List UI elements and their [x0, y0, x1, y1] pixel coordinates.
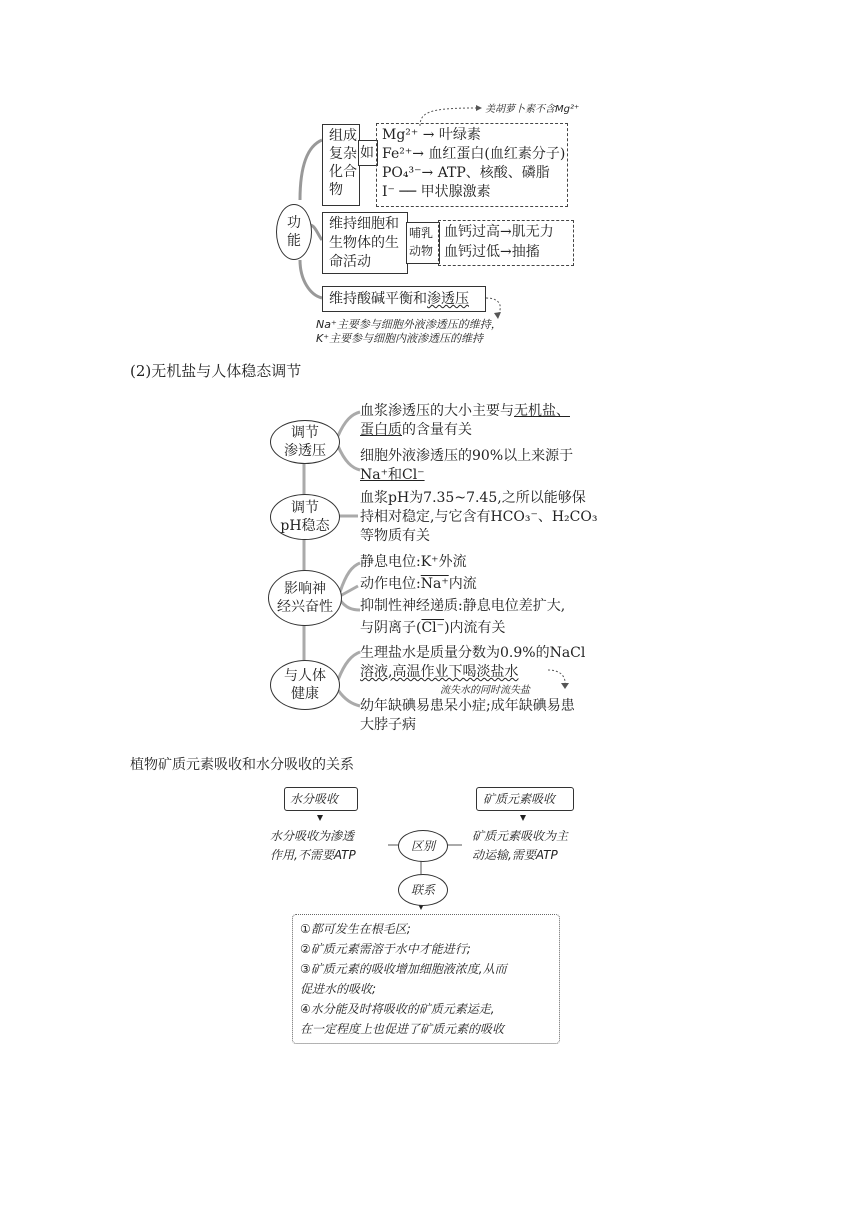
action-text-d: 内流	[448, 576, 477, 592]
plasma-text-d: 的含量有关	[402, 422, 472, 438]
calcium-low: 血钙过低→抽搐	[444, 244, 540, 260]
connection-oval	[398, 874, 448, 906]
water-desc-line1: 水分吸收为渗透	[270, 829, 355, 843]
function-oval-label: 功 能	[287, 215, 301, 249]
health-oval-label: 与人体 健康	[284, 668, 326, 702]
connection-item-2: ②矿质元素需溶于水中才能进行;	[300, 942, 471, 956]
po4-item: PO₄³⁻→ ATP、核酸、磷脂	[382, 165, 550, 181]
plasma-text-c: 蛋白质	[360, 422, 402, 438]
carotene-note: 美胡萝卜素不含Mg²⁺	[485, 104, 580, 115]
ecf-line2: Na⁺和Cl⁻	[360, 467, 425, 483]
i-item: I⁻ ── 甲状腺激素	[382, 184, 491, 200]
connection-item-3a: ③矿质元素的吸收增加细胞液浓度,从而	[300, 962, 507, 976]
water-desc-line2: 作用,不需要ATP	[270, 848, 356, 862]
ph-oval-label: 调节 pH稳态	[280, 500, 330, 534]
ph-line1: 血浆pH为7.35~7.45,之所以能够保	[360, 490, 586, 506]
neuro-oval-label: 影响神 经兴奋性	[277, 581, 333, 615]
difference-label: 区别	[410, 839, 435, 853]
water-absorption-label: 水分吸收	[290, 792, 339, 806]
osmotic-oval-label: 调节 渗透压	[284, 425, 326, 459]
na-note: Na⁺主要参与细胞外液渗透压的维持，	[316, 318, 502, 331]
difference-oval	[398, 830, 448, 862]
inhibit-text-cl: Cl⁻	[421, 620, 445, 636]
mineral-desc-line2: 动运输,需要ATP	[472, 848, 558, 862]
action-text-a: 动作电位:	[360, 576, 421, 592]
saline-note: 流失水的同时流失盐	[440, 685, 530, 696]
mammal-label: 哺乳 动物	[409, 226, 434, 258]
water-absorption-box	[284, 787, 358, 811]
connection-item-4b: 在一定程度上也促进了矿质元素的吸收	[300, 1022, 505, 1036]
ph-line3: 等物质有关	[360, 528, 430, 544]
iodine-line1: 幼年缺碘易患呆小症;成年缺碘易患	[360, 698, 575, 714]
compose-box-label: 组成 复杂 化合 物	[329, 128, 357, 198]
osmotic-pressure-text: 渗透压	[427, 291, 469, 307]
mg-item: Mg²⁺ → 叶绿素	[382, 127, 481, 143]
inhibit-text-h: )内流有关	[444, 620, 506, 636]
plasma-text-b: 无机盐、	[514, 403, 570, 419]
connection-item-1: ①都可发生在根毛区;	[300, 922, 411, 936]
section2-title: (2)无机盐与人体稳态调节	[130, 362, 302, 380]
mineral-absorption-label: 矿质元素吸收	[483, 792, 556, 806]
saline-line2: 溶液,高温作业下喝淡盐水	[360, 664, 519, 680]
mineral-desc-line1: 矿质元素吸收为主	[472, 829, 569, 843]
iodine-line2: 大脖子病	[360, 717, 416, 733]
inhibitory-line1: 抑制性神经递质:静息电位差扩大,	[360, 598, 566, 614]
saline-line1: 生理盐水是质量分数为0.9%的NaCl	[360, 645, 586, 661]
resting-potential: 静息电位:K⁺外流	[360, 554, 467, 570]
mineral-absorption-box	[476, 787, 574, 811]
action-text-na: Na⁺	[420, 576, 449, 592]
fe-item: Fe²⁺→ 血红蛋白(血红素分子)	[382, 146, 566, 162]
ecf-line1: 细胞外液渗透压的90%以上来源于	[360, 448, 574, 464]
inhibit-text-f: 与阴离子(	[360, 620, 422, 636]
plasma-text-a: 血浆渗透压的大小主要与	[360, 403, 514, 419]
acid-base-text: 维持酸碱平衡和	[329, 291, 427, 307]
connection-item-4a: ④水分能及时将吸收的矿质元素运走,	[300, 1002, 495, 1016]
k-note: K⁺主要参与细胞内液渗透压的维持	[316, 332, 484, 345]
ru-label: 如	[360, 145, 374, 161]
calcium-high: 血钙过高→肌无力	[444, 224, 554, 240]
connection-item-3b: 促进水的吸收;	[300, 982, 377, 996]
ph-line2: 持相对稳定,与它含有HCO₃⁻、H₂CO₃	[360, 509, 598, 525]
connection-label: 联系	[410, 883, 435, 897]
life-activity-label: 维持细胞和 生物体的生 命活动	[329, 216, 399, 270]
section3-title: 植物矿质元素吸收和水分吸收的关系	[130, 757, 354, 773]
